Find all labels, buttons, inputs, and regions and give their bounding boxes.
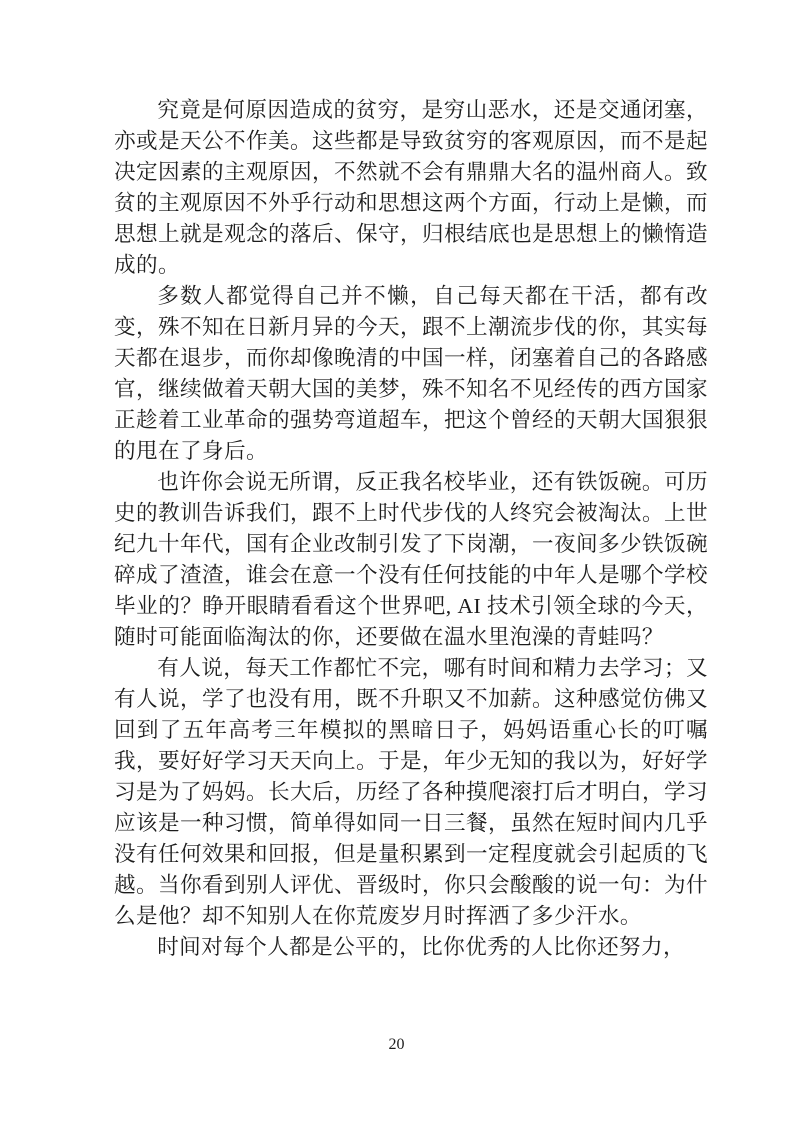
paragraph-3: 也许你会说无所谓，反正我名校毕业，还有铁饭碗。可历史的教训告诉我们，跟不上时代步伐的人终究会被淘汰。上世纪九十年代，国有企业改制引发了下岗潮，一夜间多少铁饭碗碎成了渣渣，谁会在意一个没有任何技能的中年人是哪个学校毕业的？睁开眼睛看看这个世界吧, AI 技术引领全球的今天，随时可能面临淘汰的你，还要做在温水里泡澡的青蛙吗？ xyxy=(114,470,708,649)
paragraph-2: 多数人都觉得自己并不懒，自己每天都在干活，都有改变，殊不知在日新月异的今天，跟不上潮流步伐的你，其实每天都在退步，而你却像晚清的中国一样，闭塞着自己的各路感官，继续做着天朝大国的美梦，殊不知名不见经传的西方国家正趁着工业革命的强势弯道超车，把这个曾经的天朝大国狠狠的甩在了身后。 xyxy=(114,284,708,463)
page-number: 20 xyxy=(388,1036,405,1053)
paragraph-4: 有人说，每天工作都忙不完，哪有时间和精力去学习；又有人说，学了也没有用，既不升职又不加薪。这种感觉仿佛又回到了五年高考三年模拟的黑暗日子，妈妈语重心长的叮嘱我，要好好学习天天向上。于是，年少无知的我以为，好好学习是为了妈妈。长大后，历经了各种摸爬滚打后才明白，学习应该是一种习惯，简单得如同一日三餐，虽然在短时间内几乎没有任何效果和回报，但是量积累到一定程度就会引起质的飞越。当你看到别人评优、晋级时，你只会酸酸的说一句：为什么是他？却不知别人在你荒废岁月时挥洒了多少汗水。 xyxy=(114,656,708,928)
paragraph-1: 究竟是何原因造成的贫穷，是穷山恶水，还是交通闭塞，亦或是天公不作美。这些都是导致贫穷的客观原因，而不是起决定因素的主观原因，不然就不会有鼎鼎大名的温州商人。致贫的主观原因不外乎行动和思想这两个方面，行动上是懒，而思想上就是观念的落后、保守，归根结底也是思想上的懒惰造成的。 xyxy=(114,98,708,277)
page-footer xyxy=(0,1036,793,1054)
paragraph-5: 时间对每个人都是公平的，比你优秀的人比你还努力， xyxy=(157,935,686,959)
text-content xyxy=(114,95,708,963)
